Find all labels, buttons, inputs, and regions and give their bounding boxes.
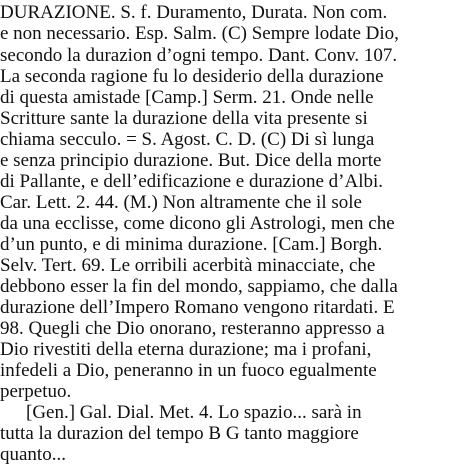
entry-line: DURAZIONE. S. f. Duramento, Durata. Non com. (0, 2, 388, 23)
entry-line: durazione dell’Impero Romano vengono ritardati. E (0, 297, 395, 318)
entry-line: tutta la durazion del tempo B G tanto maggiore (0, 423, 359, 444)
entry-line: quanto... (0, 444, 66, 465)
entry-line: infedeli a Dio, peneranno in un fuoco egualmente (0, 360, 377, 381)
entry-line: d’un punto, e di minima durazione. [Cam.] Borgh. (0, 234, 383, 255)
entry-line: perpetuo. (0, 381, 72, 402)
entry-line: La seconda ragione fu lo desiderio della durazione (0, 66, 384, 87)
entry-line: Selv. Tert. 69. Le orribili acerbità minacciate, che (0, 255, 376, 276)
entry-line: e non necessario. Esp. Salm. (C) Sempre lodate Dio, (0, 23, 399, 44)
entry-line: chiama secculo. = S. Agost. C. D. (C) Di sì lunga (0, 129, 375, 150)
entry-line: Dio rivestiti della eterna durazione; ma i profani, (0, 339, 372, 360)
entry-line: debbono esser la fin del mondo, sappiamo, che dalla (0, 276, 398, 297)
entry-line: Car. Lett. 2. 44. (M.) Non altramente che il sole (0, 192, 362, 213)
entry-line: secondo la durazion d’ogni tempo. Dant. Conv. 107. (0, 45, 398, 66)
entry-line: [Gen.] Gal. Dial. Met. 4. Lo spazio... sarà in (26, 402, 362, 423)
entry-line: di questa amistade [Camp.] Serm. 21. Onde nelle (0, 87, 374, 108)
entry-line: 98. Quegli che Dio onorano, resteranno appresso a (0, 318, 385, 339)
entry-line: e senza principio durazione. But. Dice della morte (0, 150, 382, 171)
entry-line: da una ecclisse, come dicono gli Astrologi, men che (0, 213, 395, 234)
entry-line: Scritture sante la durazione della vita presente si (0, 108, 368, 129)
entry-line: di Pallante, e dell’edificazione e durazione d’Albi. (0, 171, 384, 192)
